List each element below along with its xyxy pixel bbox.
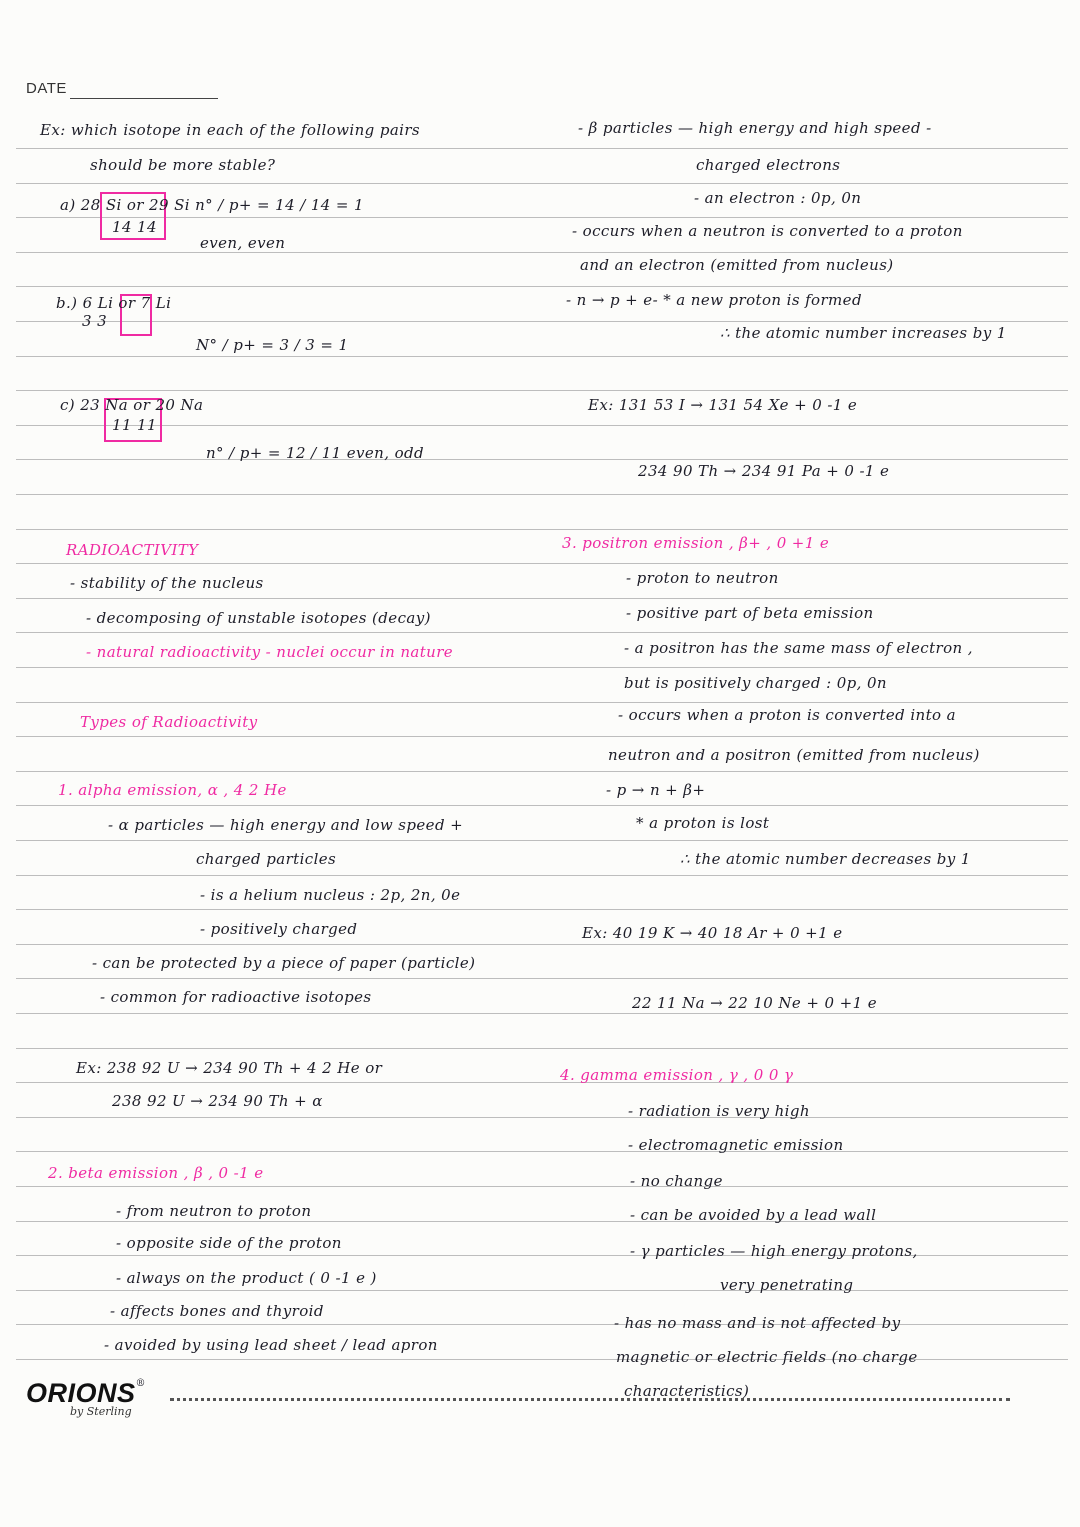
note-line: a) 28 Si or 29 Si n° / p+ = 14 / 14 = 1 (60, 196, 364, 214)
note-line: 22 11 Na → 22 10 Ne + 0 +1 e (632, 994, 877, 1012)
ruled-line (16, 598, 1068, 599)
note-line: - an electron : 0p, 0n (694, 189, 862, 207)
ruled-line (16, 1324, 1068, 1325)
ruled-line (16, 805, 1068, 806)
note-line: - β particles — high energy and high speed - (578, 119, 932, 137)
ruled-line (16, 1117, 1068, 1118)
note-line: - n → p + e- * a new proton is formed (566, 291, 862, 309)
note-line: ∴ the atomic number decreases by 1 (680, 850, 971, 868)
note-line: 2. beta emission , β , 0 -1 e (48, 1164, 264, 1182)
ruled-line (16, 183, 1068, 184)
note-line: Ex: 40 19 K → 40 18 Ar + 0 +1 e (582, 924, 843, 942)
brand-logo (26, 1378, 146, 1418)
note-line: - opposite side of the proton (116, 1234, 342, 1252)
ruled-line (16, 390, 1068, 391)
note-line: - avoided by using lead sheet / lead apron (104, 1336, 438, 1354)
note-line: neutron and a positron (emitted from nucleus) (608, 746, 980, 764)
note-line: - electromagnetic emission (628, 1136, 844, 1154)
note-line: ∴ the atomic number increases by 1 (720, 324, 1007, 342)
note-line: - α particles — high energy and low speed + (108, 816, 464, 834)
ruled-line (16, 321, 1068, 322)
registered-mark: ® (135, 1378, 146, 1389)
ruled-line (16, 1290, 1068, 1291)
ruled-line (16, 425, 1068, 426)
note-line: 4. gamma emission , γ , 0 0 γ (560, 1066, 794, 1084)
note-line: magnetic or electric fields (no charge (616, 1348, 918, 1366)
note-line: even, even (200, 234, 286, 252)
note-line: N° / p+ = 3 / 3 = 1 (196, 336, 349, 354)
note-line: - can be protected by a piece of paper (particle) (92, 954, 476, 972)
note-line: characteristics) (624, 1382, 750, 1400)
note-line: but is positively charged : 0p, 0n (624, 674, 887, 692)
note-line: - is a helium nucleus : 2p, 2n, 0e (200, 886, 461, 904)
note-line: - from neutron to proton (116, 1202, 312, 1220)
note-line: 3 3 (82, 312, 108, 330)
ruled-line (16, 494, 1068, 495)
brand-name: ORIONS (26, 1378, 136, 1408)
note-line: 14 14 (112, 218, 157, 236)
ruled-line (16, 529, 1068, 530)
ruled-line (16, 771, 1068, 772)
brand-byline: by Sterling (70, 1405, 132, 1418)
note-line: should be more stable? (90, 156, 276, 174)
note-line: - decomposing of unstable isotopes (decay) (86, 609, 431, 627)
ruled-line (16, 1082, 1068, 1083)
ruled-line (16, 875, 1068, 876)
ruled-line (16, 944, 1068, 945)
footer-dotted-rule (170, 1398, 1010, 1401)
date-rule (70, 98, 218, 99)
note-line: RADIOACTIVITY (66, 541, 199, 559)
note-line: - γ particles — high energy protons, (630, 1242, 918, 1260)
note-line: charged particles (196, 850, 337, 868)
ruled-line (16, 1151, 1068, 1152)
ruled-line (16, 459, 1068, 460)
ruled-line (16, 840, 1068, 841)
note-line: - p → n + β+ (606, 781, 706, 799)
ruled-line (16, 286, 1068, 287)
ruled-line (16, 702, 1068, 703)
ruled-line (16, 736, 1068, 737)
ruled-line (16, 148, 1068, 149)
note-line: - has no mass and is not affected by (614, 1314, 901, 1332)
note-line: - proton to neutron (626, 569, 779, 587)
note-line: - occurs when a proton is converted into a (618, 706, 956, 724)
ruled-line (16, 563, 1068, 564)
note-line: charged electrons (696, 156, 841, 174)
note-line: Ex: which isotope in each of the following pairs (40, 121, 421, 139)
note-line: and an electron (emitted from nucleus) (580, 256, 894, 274)
note-line: - affects bones and thyroid (110, 1302, 324, 1320)
note-line: b.) 6 Li or 7 Li (56, 294, 172, 312)
note-line: - no change (630, 1172, 723, 1190)
note-line: - a positron has the same mass of electron , (624, 639, 973, 657)
ruled-line (16, 632, 1068, 633)
note-line: - stability of the nucleus (70, 574, 264, 592)
note-line: 3. positron emission , β+ , 0 +1 e (562, 534, 830, 552)
note-line: - natural radioactivity - nuclei occur in nature (86, 643, 454, 661)
ruled-line (16, 1048, 1068, 1049)
note-line: c) 23 Na or 20 Na (60, 396, 204, 414)
ruled-line (16, 252, 1068, 253)
date-label: DATE (26, 80, 67, 97)
note-line: - radiation is very high (628, 1102, 810, 1120)
note-line: - common for radioactive isotopes (100, 988, 372, 1006)
note-line: - always on the product ( 0 -1 e ) (116, 1269, 377, 1287)
note-line: - positive part of beta emission (626, 604, 874, 622)
ruled-line (16, 217, 1068, 218)
note-line: Ex: 131 53 I → 131 54 Xe + 0 -1 e (588, 396, 858, 414)
ruled-line (16, 909, 1068, 910)
note-line: Types of Radioactivity (80, 713, 258, 731)
note-line: 238 92 U → 234 90 Th + α (112, 1092, 323, 1110)
note-line: - positively charged (200, 920, 358, 938)
ruled-line (16, 1186, 1068, 1187)
note-line: 11 11 (112, 416, 157, 434)
note-line: - occurs when a neutron is converted to a proton (572, 222, 963, 240)
ruled-line (16, 1013, 1068, 1014)
ruled-line (16, 978, 1068, 979)
note-line: very penetrating (720, 1276, 854, 1294)
note-line: Ex: 238 92 U → 234 90 Th + 4 2 He or (76, 1059, 383, 1077)
note-line: * a proton is lost (636, 814, 770, 832)
ruled-line (16, 1221, 1068, 1222)
ruled-line (16, 356, 1068, 357)
note-line: 234 90 Th → 234 91 Pa + 0 -1 e (638, 462, 890, 480)
note-line: 1. alpha emission, α , 4 2 He (58, 781, 287, 799)
note-line: n° / p+ = 12 / 11 even, odd (206, 444, 425, 462)
note-line: - can be avoided by a lead wall (630, 1206, 877, 1224)
ruled-line (16, 667, 1068, 668)
